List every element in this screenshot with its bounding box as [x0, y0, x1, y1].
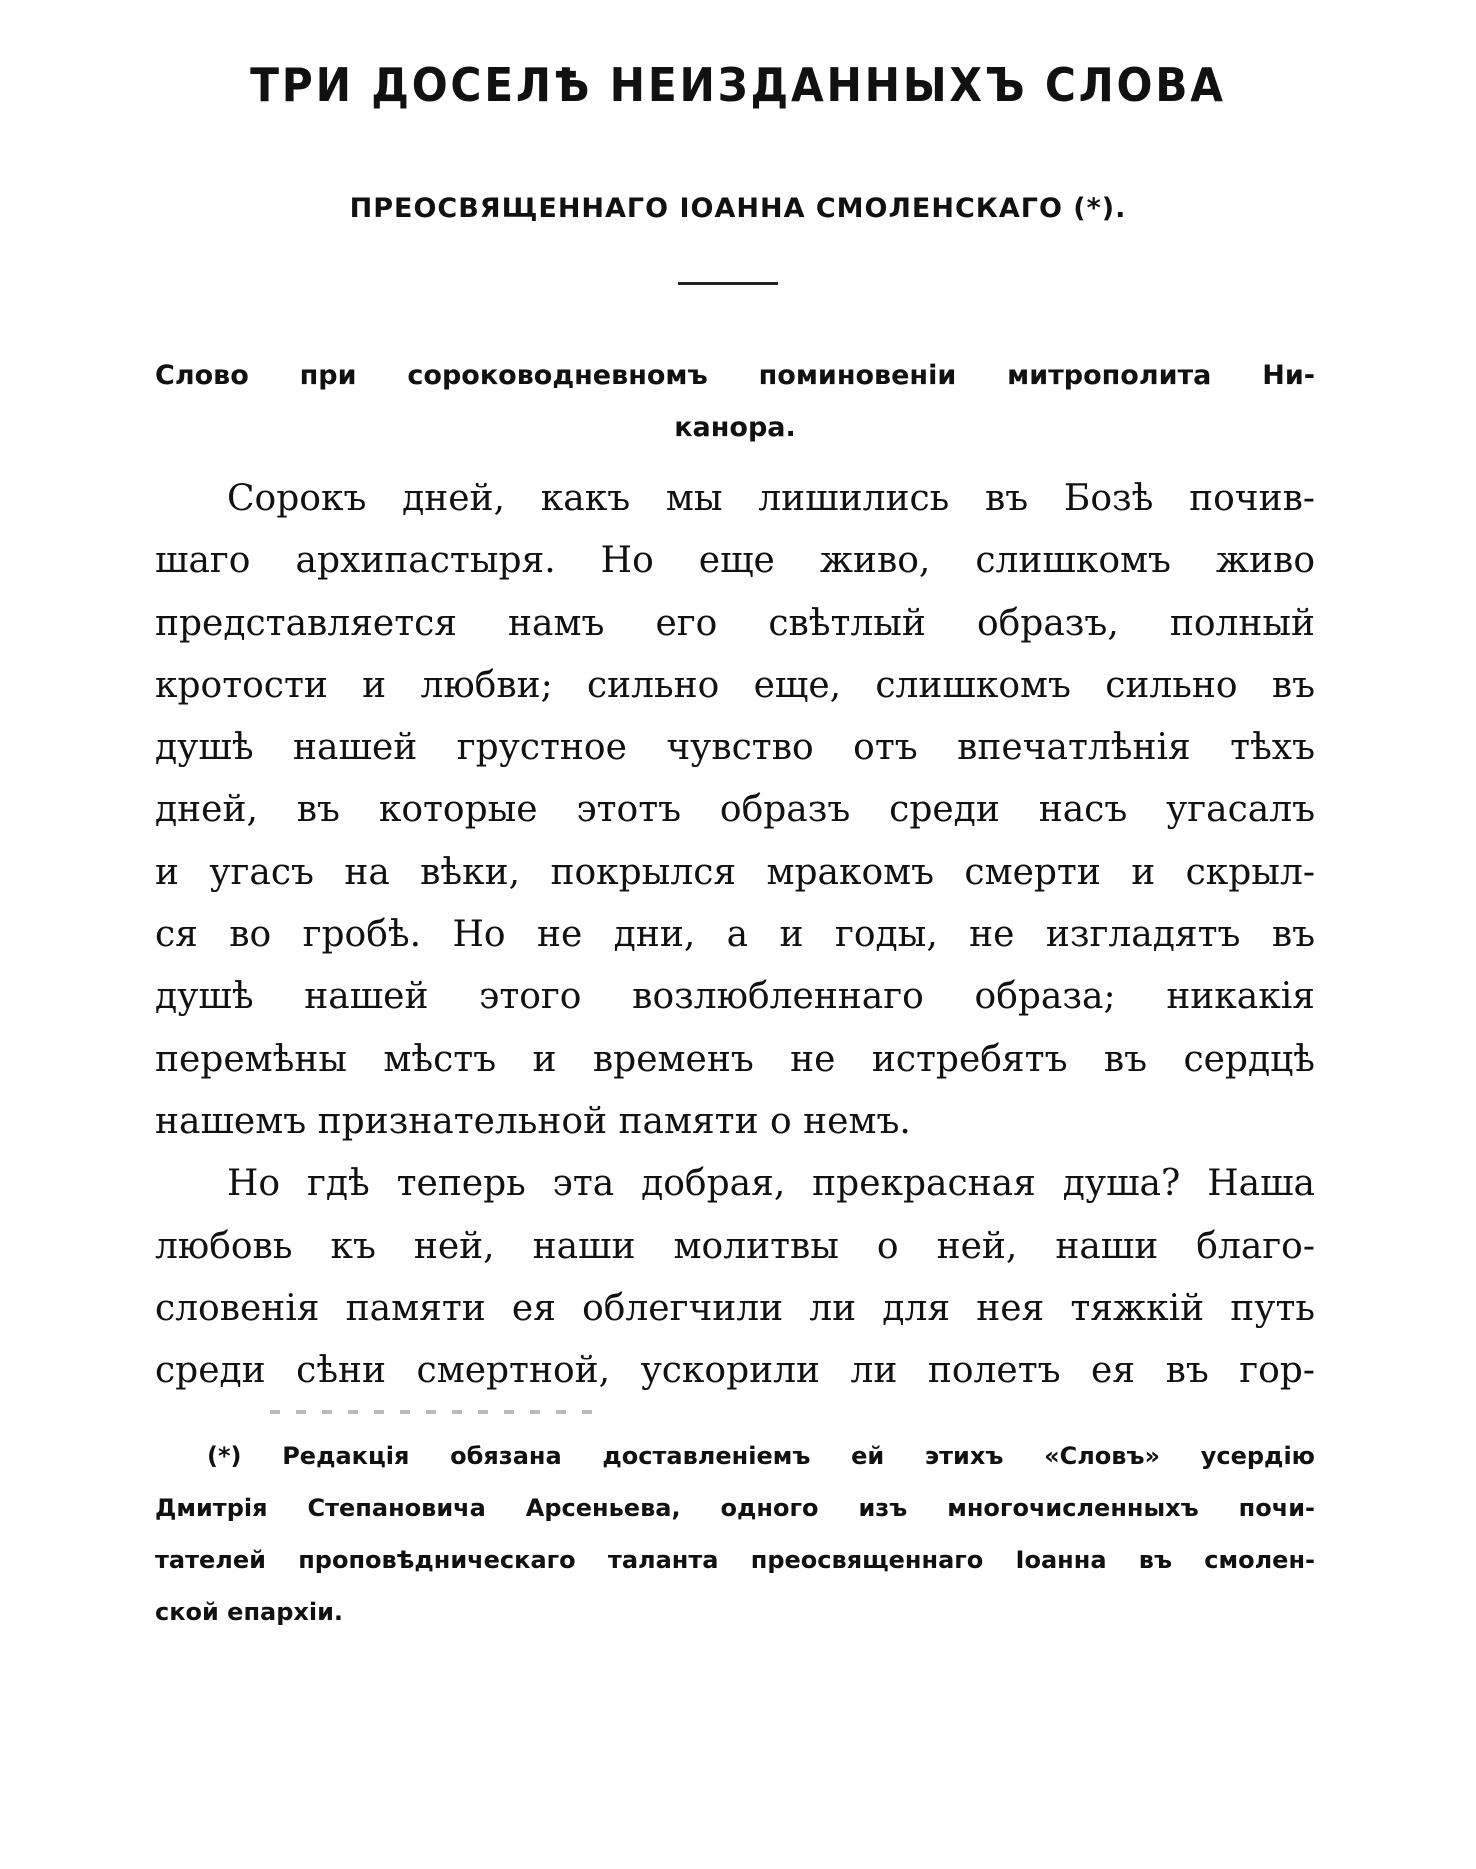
footnote-line: (*) Редакція обязана доставленіемъ ей этихъ «Словъ» усердію [207, 1442, 1315, 1470]
body-line: любовь къ ней, наши молитвы о ней, наши благо- [155, 1225, 1315, 1267]
body-line: душѣ нашей грустное чувство отъ впечатлѣнія тѣхъ [155, 727, 1315, 769]
sermon-heading-line: канора. [674, 412, 796, 443]
divider-rule [678, 282, 778, 285]
body-line: Сорокъ дней, какъ мы лишились въ Бозѣ почив- [227, 478, 1315, 519]
cut-off-line-fragment [270, 1410, 600, 1414]
sermon-heading-line: Слово при сороководневномъ поминовеніи митрополита Ни- [155, 360, 1315, 391]
body-line: кротости и любви; сильно еще, слишкомъ сильно въ [155, 664, 1315, 706]
body-line: перемѣны мѣстъ и временъ не истребятъ въ сердцѣ [155, 1038, 1315, 1080]
body-line: Но гдѣ теперь эта добрая, прекрасная душа? Наша [227, 1163, 1315, 1205]
page-title: ТРИ ДОСЕЛѢ НЕИЗДАННЫХЪ СЛОВА [250, 58, 1226, 112]
footnote-line: тателей проповѣдническаго таланта преосвященнаго Іоанна въ смолен- [155, 1546, 1315, 1574]
body-line: представляется намъ его свѣтлый образъ, полный [155, 602, 1315, 644]
sermon-heading [155, 350, 1315, 454]
body-line: шаго архипастыря. Но еще живо, слишкомъ живо [155, 540, 1315, 582]
body-line: и угасъ на вѣки, покрылся мракомъ смерти и скрыл- [155, 851, 1315, 893]
body-line: нашемъ признательной памяти о немъ. [155, 1100, 911, 1142]
footnote-line: ской епархіи. [155, 1598, 344, 1626]
body-line: ся во гробѣ. Но не дни, а и годы, не изгладятъ въ [155, 914, 1315, 956]
body-line: душѣ нашей этого возлюбленнаго образа; никакія [155, 976, 1315, 1018]
sermon-body [155, 468, 1315, 1402]
footnote [155, 1430, 1315, 1638]
footnote-line: Дмитрія Степановича Арсеньева, одного изъ многочисленныхъ почи- [155, 1494, 1315, 1522]
body-line: словенія памяти ея облегчили ли для нея тяжкій путь [155, 1287, 1315, 1329]
body-line: дней, въ которые этотъ образъ среди насъ угасалъ [155, 789, 1315, 831]
page-subtitle: ПРЕОСВЯЩЕННАГО ІОАННА СМОЛЕНСКАГО (*). [349, 193, 1127, 224]
body-line: среди сѣни смертной, ускорили ли полетъ ея въ гор- [155, 1350, 1315, 1392]
